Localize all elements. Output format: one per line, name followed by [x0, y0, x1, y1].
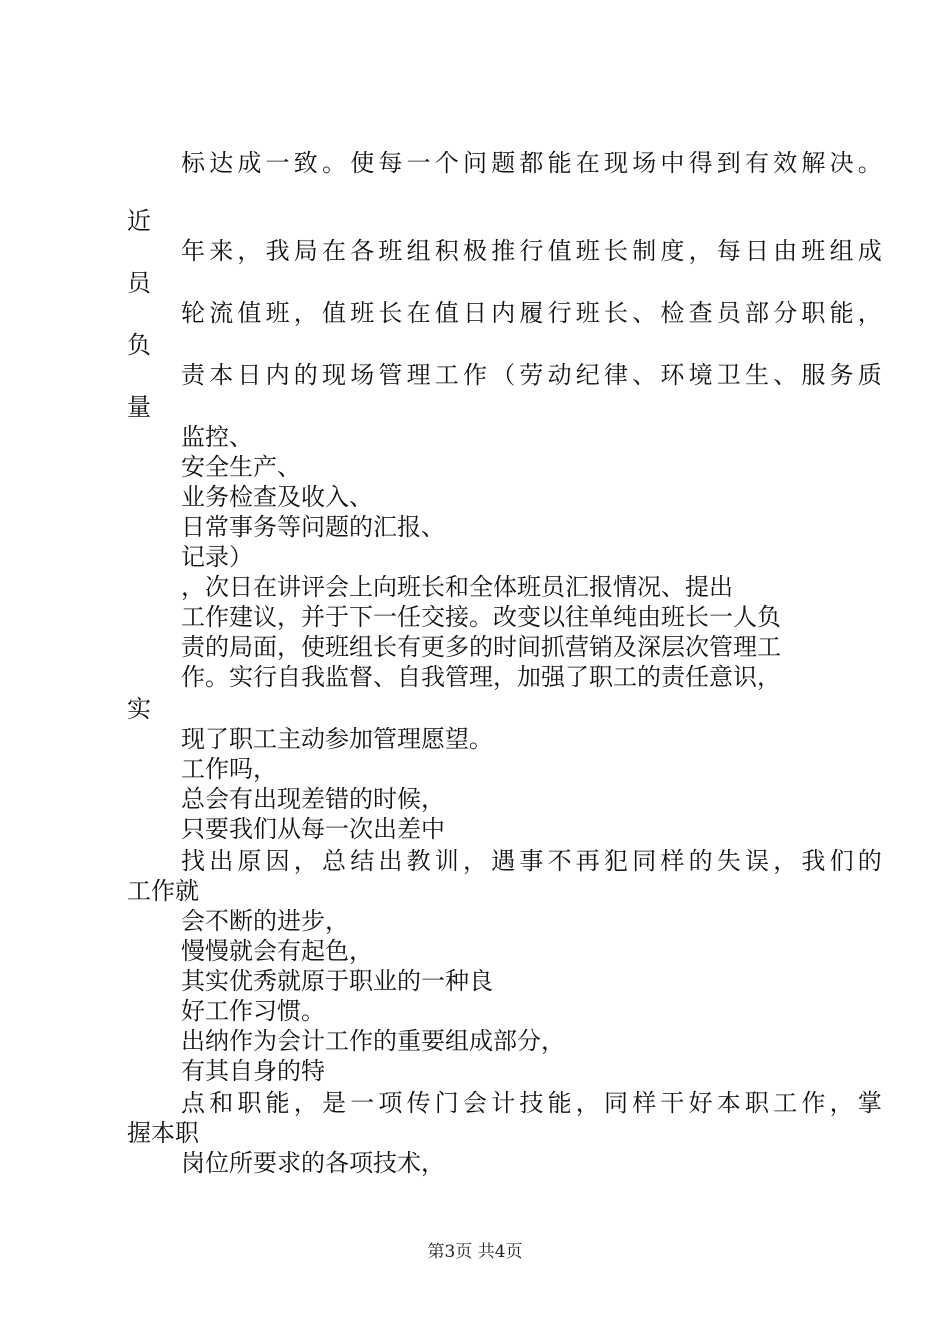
- text-line: 监控、: [181, 423, 253, 451]
- text-line: 会不断的进步，: [181, 907, 349, 935]
- text-line: 找出原因，总结出教训，遇事不再犯同样的失误，我们的: [181, 847, 886, 875]
- text-line: 员: [127, 269, 151, 297]
- text-line: 工作吗，: [181, 755, 277, 783]
- text-line: 日常事务等问题的汇报、: [181, 513, 445, 541]
- text-line: 实: [127, 695, 151, 723]
- text-line: 现了职工主动参加管理愿望。: [181, 725, 493, 753]
- text-line: 握本职: [127, 1119, 199, 1147]
- text-line: 近: [127, 207, 151, 235]
- text-line: 慢慢就会有起色，: [181, 937, 373, 965]
- text-line: 其实优秀就原于职业的一种良: [181, 967, 493, 995]
- text-line: 负: [127, 331, 151, 359]
- text-line: 责的局面，使班组长有更多的时间抓营销及深层次管理工: [181, 633, 781, 661]
- text-line: 只要我们从每一次出差中: [181, 815, 445, 843]
- text-line: 责本日内的现场管理工作（劳动纪律、环境卫生、服务质: [181, 361, 886, 389]
- text-line: 出纳作为会计工作的重要组成部分，: [181, 1027, 565, 1055]
- text-line: 总会有出现差错的时候，: [181, 785, 445, 813]
- text-line: 标达成一致。使每一个问题都能在现场中得到有效解决。: [181, 149, 886, 177]
- text-line: 轮流值班，值班长在值日内履行班长、检查员部分职能，: [181, 299, 886, 327]
- text-line: 作。实行自我监督、自我管理，加强了职工的责任意识，: [181, 663, 781, 691]
- text-line: 业务检查及收入、: [181, 483, 373, 511]
- text-line: 安全生产、: [181, 453, 301, 481]
- text-line: 年来，我局在各班组积极推行值班长制度，每日由班组成: [181, 237, 886, 265]
- text-line: 好工作习惯。: [181, 997, 325, 1025]
- text-line: 记录）: [181, 543, 253, 571]
- text-line: 工作建议，并于下一任交接。改变以往单纯由班长一人负: [181, 603, 781, 631]
- text-line: 工作就: [127, 877, 199, 905]
- page-number-footer: 第3页 共4页: [427, 1242, 523, 1262]
- text-line: 有其自身的特: [181, 1057, 325, 1085]
- text-line: 量: [127, 393, 151, 421]
- text-line: ，次日在讲评会上向班长和全体班员汇报情况、提出: [181, 573, 733, 601]
- text-line: 点和职能，是一项传门会计技能，同样干好本职工作，掌: [181, 1089, 886, 1117]
- text-line: 岗位所要求的各项技术，: [181, 1149, 445, 1177]
